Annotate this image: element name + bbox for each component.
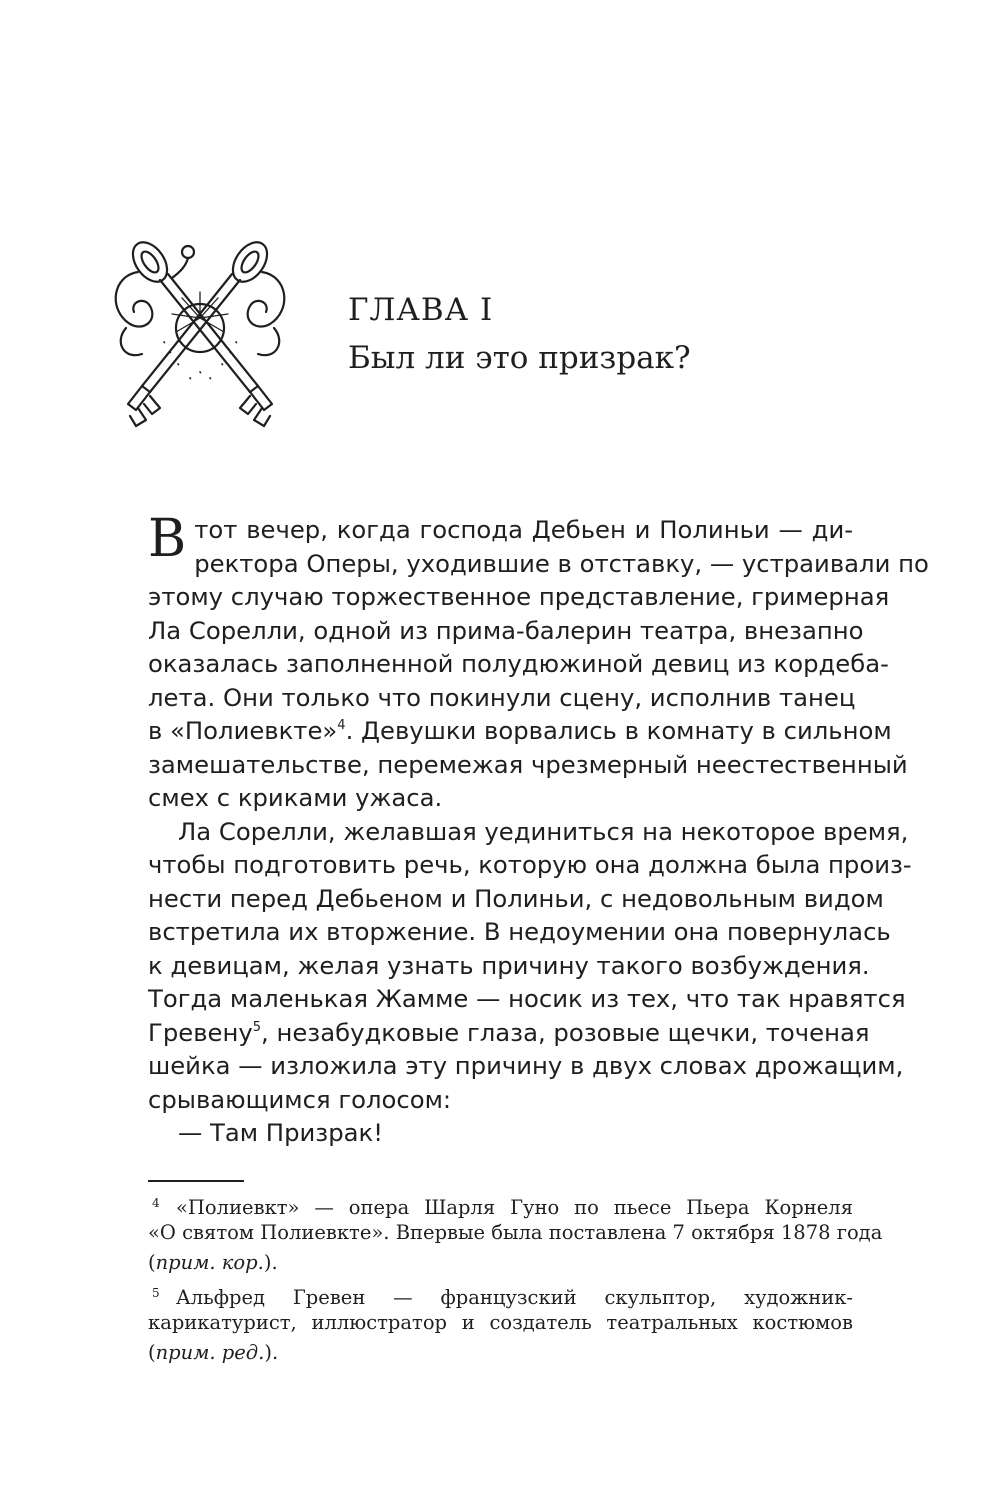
- text-line: оказалась заполненной полудюжиной девиц из кордеба-: [148, 649, 889, 678]
- footnote-line: 4 «Полиевкт» — опера Шарля Гуно по пьесе Пьера Корнеля: [148, 1188, 853, 1218]
- crossed-keys-icon: [100, 232, 300, 432]
- text-line: Гревену$^5$, незабудковые глаза, розовые щечки, точеная: [148, 1017, 870, 1047]
- footnote-line: (прим. кор.).: [148, 1251, 278, 1274]
- dialogue-line: — Там Призрак!: [178, 1118, 383, 1147]
- text-line: нести перед Дебьеном и Полиньи, с недовольным видом: [148, 883, 884, 913]
- text-line: шейка — изложила эту причину в двух словах дрожащим,: [148, 1051, 904, 1080]
- footnote-line: карикатурист, иллюстратор и создатель театральных костюмов: [148, 1311, 853, 1334]
- text-line: Ла Сорелли, желавшая уединиться на некоторое время,: [178, 816, 909, 846]
- footnote-line: «О святом Полиевкте». Впервые была поставлена 7 октября 1878 года: [148, 1221, 883, 1244]
- footnote-line: 5 Альфред Гревен — французский скульптор, художник-: [148, 1278, 853, 1308]
- text-line: в «Полиевкте»$^4$. Девушки ворвались в комнату в сильном: [148, 716, 892, 745]
- editor-note: прим. кор.: [155, 1251, 264, 1274]
- chapter-body: [148, 509, 929, 1150]
- text-line: Ла Сорелли, одной из прима-балерин театра, внезапно: [148, 615, 864, 645]
- chapter-title: Был ли это призрак?: [348, 340, 691, 376]
- drop-cap: В: [148, 509, 187, 569]
- text-line: лета. Они только что покинули сцену, исполнив танец: [148, 682, 856, 712]
- chapter-number: ГЛАВА I: [348, 292, 494, 328]
- footnote-divider: [148, 1180, 244, 1182]
- text-line: Тогда маленькая Жамме — носик из тех, что так нравятся: [148, 984, 906, 1013]
- text-line: замешательстве, перемежая чрезмерный неестественный: [148, 749, 908, 779]
- text-line: тот вечер, когда господа Дебьен и Полиньи — ди-: [194, 515, 853, 544]
- footnote-ref[interactable]: 5: [252, 1019, 262, 1035]
- text-line: чтобы подготовить речь, которую она должна была произ-: [148, 850, 912, 879]
- footnote-line: (прим. ред.).: [148, 1341, 279, 1364]
- text-line: к девицам, желая узнать причину такого возбуждения.: [148, 950, 870, 980]
- footnote-ref[interactable]: 4: [337, 718, 346, 733]
- text-line: встретила их вторжение. В недоумении она повернулась: [148, 917, 891, 946]
- text-line: смех с криками ужаса.: [148, 783, 443, 812]
- text-line: ректора Оперы, уходившие в отставку, — устраивали по: [194, 548, 929, 578]
- text-line: этому случаю торжественное представление, гримерная: [148, 582, 890, 611]
- text-line: срывающимся голосом:: [148, 1084, 452, 1114]
- editor-note: прим. ред.: [155, 1341, 265, 1364]
- footnote-number: 4: [152, 1196, 160, 1210]
- footnotes: [148, 1188, 883, 1368]
- footnote-number: 5: [152, 1286, 160, 1300]
